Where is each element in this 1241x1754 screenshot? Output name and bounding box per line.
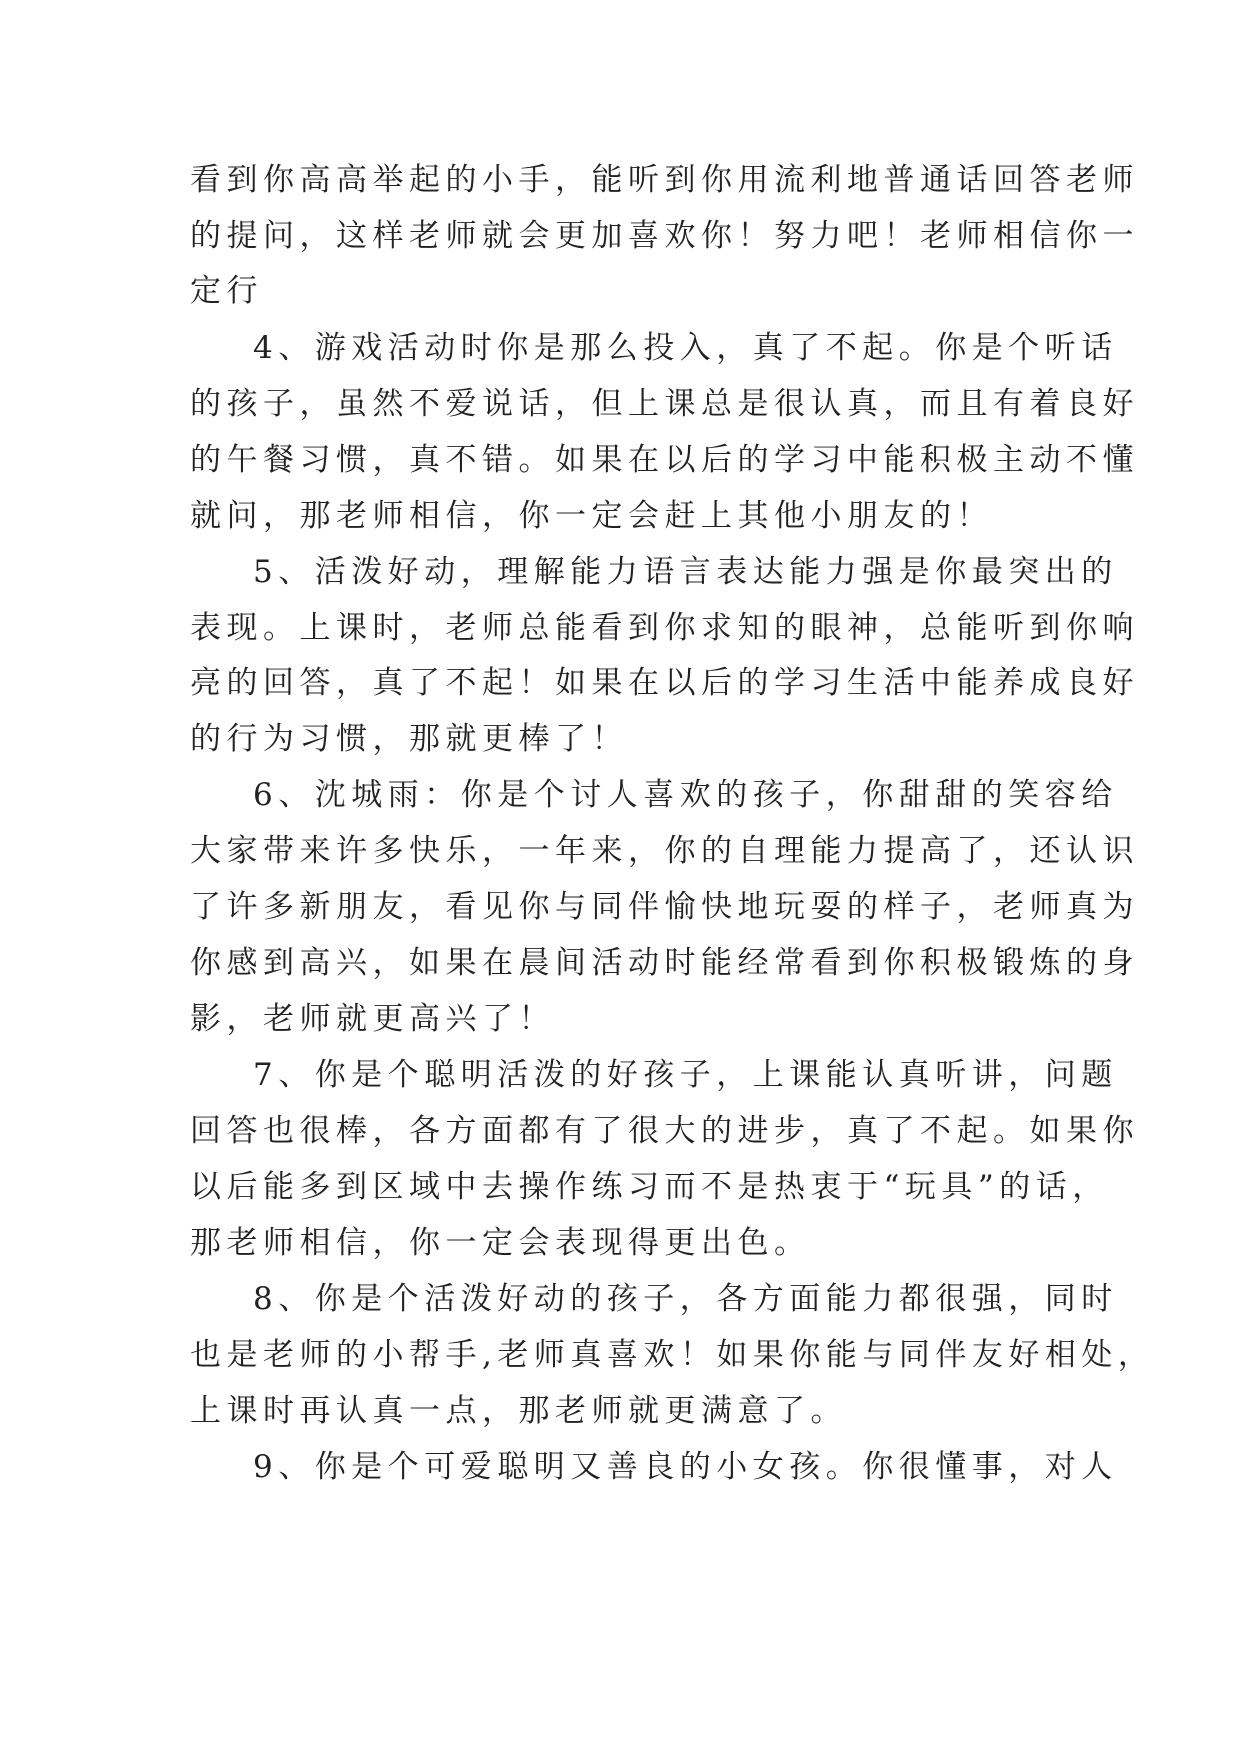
text-line: 看到你高高举起的小手，能听到你用流利地普通话回答老师 [190,162,1139,198]
text-line: 大家带来许多快乐，一年来，你的自理能力提高了，还认识 [190,833,1139,869]
text-line: 你感到高兴，如果在晨间活动时能经常看到你积极锻炼的身 [190,945,1139,981]
text-line: 表现。上课时，老师总能看到你求知的眼神，总能听到你响 [190,610,1139,646]
paragraph-9-start: 9、你是个可爱聪明又善良的小女孩。你很懂事，对人 [253,1449,1118,1485]
paragraph-6-start: 6、沈城雨：你是个讨人喜欢的孩子，你甜甜的笑容给 [253,777,1118,813]
paragraph-8-start: 8、你是个活泼好动的孩子，各方面能力都很强，同时 [253,1281,1118,1317]
text-line: 的午餐习惯，真不错。如果在以后的学习中能积极主动不懂 [190,442,1139,478]
text-line: 回答也很棒，各方面都有了很大的进步，真了不起。如果你 [190,1113,1139,1149]
text-line: 就问，那老师相信，你一定会赶上其他小朋友的！ [190,498,993,534]
paragraph-7-start: 7、你是个聪明活泼的好孩子，上课能认真听讲，问题 [253,1057,1118,1093]
text-line: 亮的回答，真了不起！如果在以后的学习生活中能养成良好 [190,665,1139,701]
text-line: 的行为习惯，那就更棒了！ [190,721,628,757]
text-line: 以后能多到区域中去操作练习而不是热衷于“玩具”的话， [190,1169,1109,1205]
text-line: 上课时再认真一点，那老师就更满意了。 [190,1393,847,1429]
text-line: 的孩子，虽然不爱说话，但上课总是很认真，而且有着良好 [190,386,1139,422]
text-line: 那老师相信，你一定会表现得更出色。 [190,1225,811,1261]
text-line: 的提问，这样老师就会更加喜欢你！努力吧！老师相信你一 [190,218,1139,254]
paragraph-4-start: 4、游戏活动时你是那么投入，真了不起。你是个听话 [253,330,1118,366]
text-line: 影，老师就更高兴了！ [190,1001,555,1037]
text-line: 了许多新朋友，看见你与同伴愉快地玩耍的样子，老师真为 [190,889,1139,925]
text-line: 也是老师的小帮手,老师真喜欢！如果你能与同伴友好相处， [190,1337,1155,1373]
text-line: 定行 [190,273,263,309]
paragraph-5-start: 5、活泼好动，理解能力语言表达能力强是你最突出的 [253,554,1118,590]
